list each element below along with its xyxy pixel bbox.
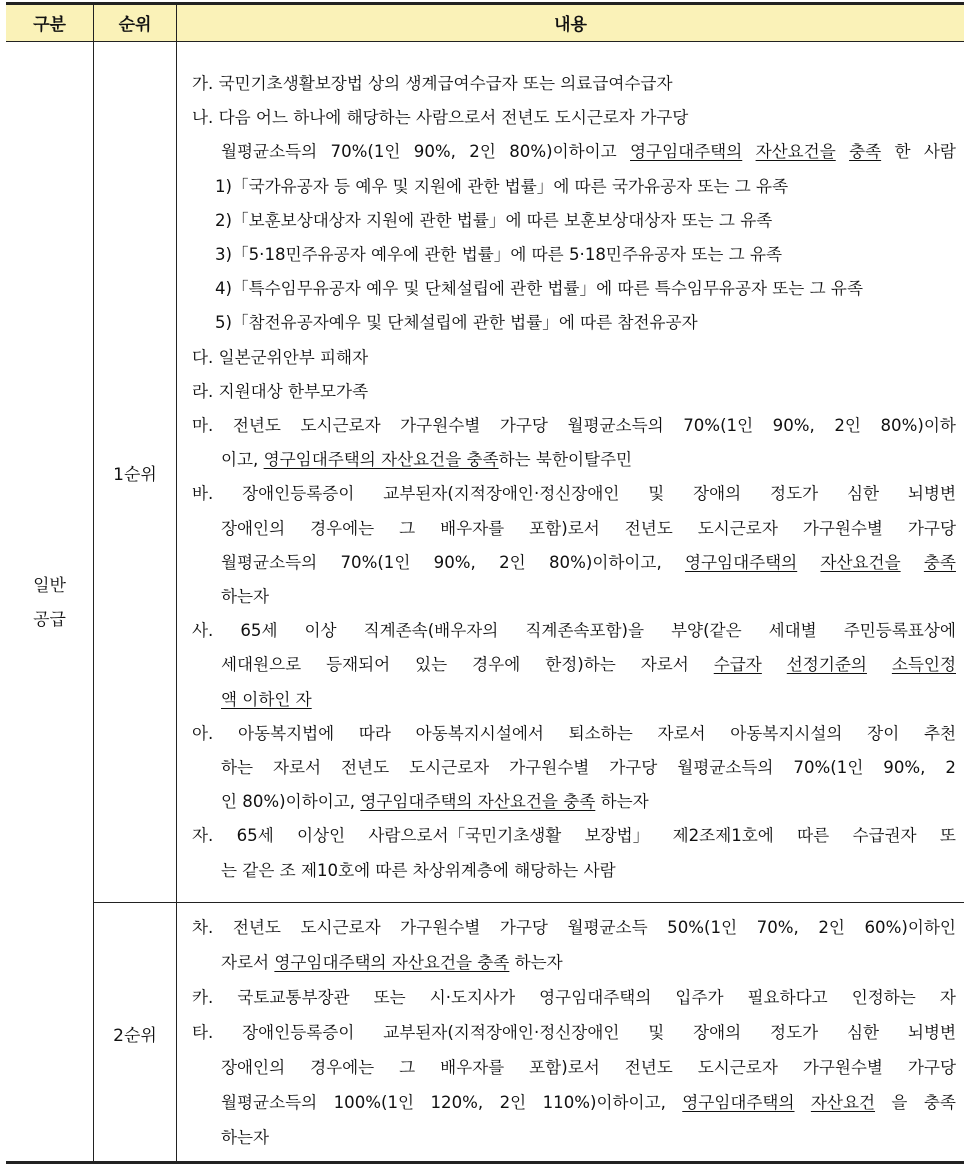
content-line (221, 854, 616, 888)
column-divider-2 (176, 2, 177, 1164)
text-run: 65세 (236, 826, 274, 846)
text-run: 120%, (430, 1093, 484, 1112)
content-line (192, 717, 956, 751)
content-line (192, 67, 672, 101)
text-run: 심한 (846, 484, 880, 504)
text-run: 70%(1인 (793, 758, 864, 777)
text-run: 자로서 (273, 758, 322, 777)
text-run: 배우자를 (440, 1058, 505, 1077)
text-run: 수급권자 (852, 826, 917, 846)
text-run: 장애의 (693, 484, 742, 504)
text-run: 월평균소득의 (221, 552, 318, 572)
text-run: 바. (192, 484, 214, 504)
content-line (221, 546, 956, 580)
underlined-text: 액 이하인 자 (221, 689, 312, 709)
content-line (221, 648, 956, 682)
header-border (6, 41, 964, 42)
content-line (221, 135, 956, 169)
text-run: 직계존속(배우자의 (363, 621, 499, 641)
text-run: 제2조제1호에 (672, 826, 774, 846)
text-run: 전년도 (624, 1058, 673, 1077)
content-line (192, 477, 956, 511)
text-run: 하는 북한이탈주민 (498, 450, 633, 470)
underlined-text: 충족 (849, 142, 882, 162)
category-line-2: 공급 (33, 610, 66, 630)
text-run: 도시근로자 (697, 518, 778, 538)
content-line (221, 1086, 956, 1120)
category-cell (6, 42, 93, 1164)
text-run: 월평균소득의 (567, 416, 664, 435)
underlined-text: 자산요건을 (820, 552, 901, 572)
text-run: 전년도 (624, 518, 673, 538)
text-run: 2인 (499, 1093, 527, 1112)
text-run: 하는 (221, 758, 254, 777)
text-run: 시·도지사가 (429, 988, 516, 1007)
text-run: 심한 (846, 1023, 880, 1042)
content-line (221, 946, 563, 980)
text-run: 가구당 (499, 918, 548, 937)
text-run: 70%(1인 (330, 142, 401, 162)
content-line (192, 614, 956, 648)
rank-2-cell: 2순위 (113, 1026, 157, 1046)
text-run: 아동복지시설에서 (415, 723, 544, 743)
text-run: 또 (939, 826, 956, 846)
text-run: 사람으로서「국민기초생활 (368, 826, 562, 846)
text-run: 도시근로자 (300, 918, 381, 937)
text-run: 80%)이하이고, (548, 552, 662, 572)
text-run: 및 (648, 484, 665, 504)
text-run: 세대별 (768, 621, 817, 641)
content-line (192, 409, 956, 443)
text-run: 추천 (923, 723, 956, 743)
text-run: 경우에 (472, 655, 521, 675)
text-run: 가구원수별 (400, 416, 481, 435)
underlined-text: 영구임대주택의 (684, 552, 798, 572)
text-run: 교부된자(지적장애인·정신장애인 (383, 1023, 620, 1042)
text-run: 있는 (415, 655, 448, 675)
text-run: 4)「특수임무유공자 예우 및 단체설립에 관한 법률」에 따른 특수임무유공자 또는 그 유족 (215, 279, 863, 299)
underlined-text: 충족 (923, 552, 956, 572)
text-run: 이상 (304, 621, 337, 641)
text-run: 자로서 (221, 953, 275, 972)
text-run: 전년도 (232, 416, 281, 435)
text-run: 가구당 (499, 416, 548, 435)
content-line (192, 911, 956, 945)
text-run: 세대원으로 (221, 655, 302, 675)
text-run: 사람 (923, 142, 956, 162)
text-run: 직계존속포함)을 (525, 621, 644, 641)
text-run: 80%)이하 (880, 416, 956, 435)
text-run: 2인 (818, 918, 845, 937)
text-run: 하는자 (221, 587, 270, 606)
text-run: 정도가 (770, 484, 819, 504)
text-run: 월평균소득의 (221, 1093, 318, 1112)
text-run: 2인 (499, 552, 526, 572)
text-run: 3)「5·18민주유공자 예우에 관한 법률」에 따른 5·18민주유공자 또는 그 유족 (215, 245, 783, 264)
text-run: 인정하는 (851, 988, 916, 1007)
content-line (192, 341, 368, 375)
text-run: 90%, (883, 758, 926, 777)
text-run: 장이 (867, 723, 900, 743)
text-run: 가구원수별 (400, 918, 481, 937)
content-line (192, 981, 956, 1015)
bottom-border (6, 1161, 964, 1164)
text-run: 교부된자(지적장애인·정신장애인 (383, 484, 620, 504)
text-run: 부양(같은 (671, 621, 742, 641)
content-line (215, 306, 698, 340)
content-line (221, 580, 269, 614)
text-run: 뇌병변 (907, 1023, 956, 1042)
text-run: 자. (192, 826, 214, 846)
text-run: 마. (192, 416, 214, 435)
text-run: 영구임대주택의 (539, 988, 652, 1007)
content-line (221, 443, 632, 477)
text-run: 정도가 (770, 1023, 819, 1042)
text-run: 국토교통부장관 (237, 988, 350, 1007)
text-run: 장애의 (693, 1023, 742, 1042)
text-run: 자 (939, 988, 956, 1007)
text-run: 따라 (358, 723, 391, 743)
text-run: 50%(1인 (667, 918, 738, 937)
underlined-text: 영구임대주택의 자산요건을 충족 (263, 450, 499, 470)
text-run: 그 (399, 1058, 416, 1077)
underlined-text: 영구임대주택의 자산요건을 충족 (360, 792, 596, 812)
text-run: 차. (192, 918, 214, 937)
text-run: 가구원수별 (802, 518, 883, 538)
rank-1-content (182, 42, 960, 902)
text-run: 뇌병변 (907, 484, 956, 504)
underlined-text: 영구임대주택의 (630, 142, 743, 162)
text-run: 나. 다음 어느 하나에 해당하는 사람으로서 전년도 도시근로자 가구당 (192, 108, 689, 128)
underlined-text: 영구임대주택의 자산요건을 충족 (274, 953, 510, 972)
header-category: 구분 (33, 14, 66, 35)
underlined-text: 소득인정 (891, 655, 956, 675)
text-run: 또는 (373, 988, 406, 1007)
text-run: 1)「국가유공자 등 예우 및 지원에 관한 법률」에 따른 국가유공자 또는 그 유족 (215, 176, 789, 196)
header-rank: 순위 (118, 14, 152, 35)
content-line (221, 1051, 956, 1085)
text-run: 하는자 (509, 953, 563, 972)
text-run: 가구당 (907, 518, 956, 538)
text-run: 5)「참전유공자예우 및 단체설립에 관한 법률」에 따른 참전유공자 (215, 313, 698, 333)
content-line (221, 512, 956, 546)
underlined-text: 수급자 (713, 655, 762, 675)
text-run: 70%(1인 (340, 552, 411, 572)
text-run: 장애인의 (221, 518, 286, 538)
text-run: 한정)하는 (545, 655, 616, 675)
text-run: 주민등록표상에 (843, 621, 956, 641)
content-line (192, 375, 368, 409)
eligibility-table (6, 2, 964, 1164)
text-run: 100%(1인 (333, 1093, 415, 1112)
rank-divider (93, 902, 964, 903)
text-run: 전년도 (341, 758, 390, 777)
text-run: 2인 (469, 142, 496, 162)
text-run: 하는자 (595, 792, 649, 812)
text-run: 인 80%)이하이고, (221, 792, 361, 812)
text-run: 70%(1인 (683, 416, 754, 435)
rank-1-cell: 1순위 (113, 464, 157, 485)
text-run: 70%, (756, 918, 799, 937)
text-run: 80%)이하이고 (509, 142, 617, 162)
text-run: 가구당 (907, 1058, 956, 1077)
header-content: 내용 (554, 14, 587, 35)
text-run: 2인 (834, 416, 861, 435)
text-run: 2 (945, 758, 956, 777)
text-run: 2)「보훈보상대상자 지원에 관한 법률」에 따른 보훈보상대상자 또는 그 유족 (215, 210, 773, 230)
text-run: 가구원수별 (509, 758, 590, 777)
category-line-1: 일반 (33, 576, 66, 596)
content-line (215, 170, 788, 204)
underlined-text: 선정기준의 (786, 655, 867, 675)
content-line (192, 1016, 956, 1050)
text-run: 90%, (413, 142, 456, 162)
underlined-text: 자산요건을 (755, 142, 836, 162)
content-line (221, 683, 312, 717)
text-run: 경우에는 (310, 1058, 375, 1077)
text-run: 자로서 (657, 723, 706, 743)
text-run: 사. (192, 621, 214, 641)
rank-2-content (182, 903, 960, 1164)
text-run: 장애인등록증이 (242, 1023, 355, 1042)
content-line (221, 751, 956, 785)
text-run: 자로서 (640, 655, 689, 675)
text-run: 그 (399, 518, 416, 538)
text-run: 등재되어 (326, 655, 391, 675)
text-run: 포함)로서 (529, 518, 600, 538)
text-run: 110%)이하이고, (542, 1093, 666, 1112)
text-run: 라. 지원대상 한부모가족 (192, 381, 369, 401)
text-run: 월평균소득의 (677, 758, 774, 777)
text-run: 이상인 (297, 826, 346, 846)
text-run: 가구원수별 (802, 1058, 883, 1077)
underlined-text: 영구임대주택의 (682, 1093, 795, 1112)
text-run: 가. 국민기초생활보장법 상의 생계급여수급자 또는 의료급여수급자 (192, 74, 673, 93)
top-border (6, 2, 964, 5)
text-run: 는 같은 조 제10호에 따른 차상위계층에 해당하는 사람 (221, 860, 616, 880)
text-run: 가구당 (609, 758, 658, 777)
text-run: 입주가 (675, 988, 724, 1007)
text-run: 한 (894, 142, 911, 162)
text-run: 보장법」 (584, 826, 650, 846)
text-run: 하는자 (221, 1128, 270, 1147)
text-run: 을 (891, 1093, 908, 1112)
text-run: 경우에는 (310, 518, 375, 538)
text-run: 65세 (240, 621, 278, 641)
text-run: 90%, (772, 416, 815, 435)
content-line (192, 101, 688, 135)
content-line (215, 272, 863, 306)
content-line (215, 204, 772, 238)
text-run: 타. (192, 1023, 214, 1042)
text-run: 및 (648, 1023, 665, 1042)
text-run: 도시근로자 (697, 1058, 778, 1077)
text-run: 배우자를 (440, 518, 505, 538)
text-run: 필요하다고 (747, 988, 828, 1007)
text-run: 도시근로자 (300, 416, 381, 435)
text-run: 따른 (797, 826, 830, 846)
text-run: 전년도 (232, 918, 281, 937)
content-line (221, 785, 649, 819)
text-run: 아동복지시설의 (730, 723, 843, 743)
text-run: 월평균소득의 (221, 142, 318, 162)
text-run: 다. 일본군위안부 피해자 (192, 347, 369, 367)
text-run: 포함)로서 (529, 1058, 600, 1077)
underlined-text: 자산요건 (810, 1093, 876, 1112)
column-divider-1 (93, 2, 94, 1164)
text-run: 아동복지법에 (238, 723, 335, 743)
text-run: 60%)이하인 (864, 918, 956, 937)
text-run: 장애인등록증이 (242, 484, 355, 504)
content-line (221, 1121, 269, 1155)
text-run: 충족 (923, 1093, 956, 1112)
text-run: 아. (192, 723, 214, 743)
text-run: 이고, (221, 450, 264, 470)
text-run: 카. (192, 988, 214, 1007)
content-line (215, 238, 782, 272)
text-run: 월평균소득 (567, 918, 648, 937)
text-run: 퇴소하는 (568, 723, 633, 743)
content-line (192, 819, 956, 853)
text-run: 90%, (433, 552, 476, 572)
text-run: 도시근로자 (409, 758, 490, 777)
text-run: 장애인의 (221, 1058, 286, 1077)
